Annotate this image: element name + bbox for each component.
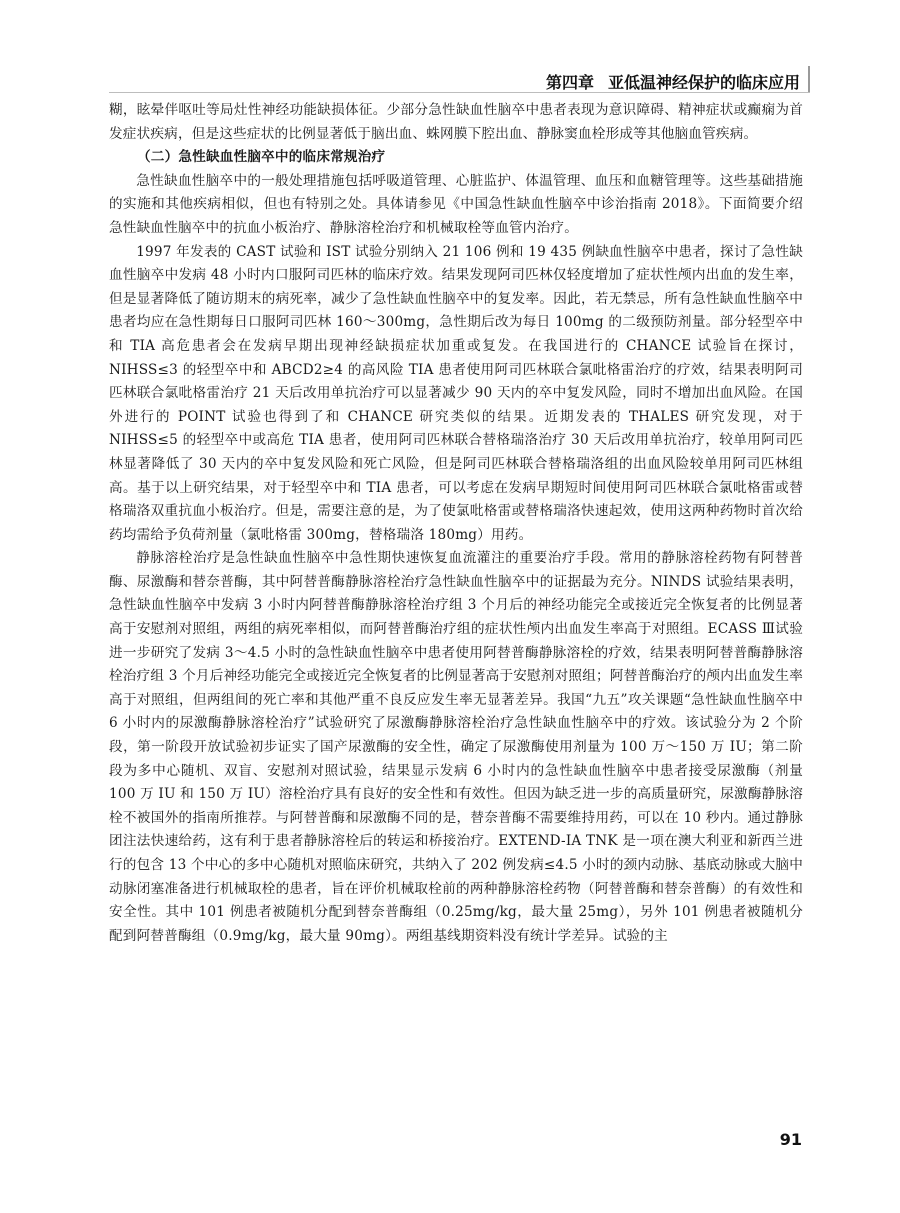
chapter-title: 亚低温神经保护的临床应用 [607, 72, 800, 92]
header-bar [808, 66, 810, 92]
header-rule [109, 92, 810, 93]
paragraph-thrombolysis: 静脉溶栓治疗是急性缺血性脑卒中急性期快速恢复血流灌注的重要治疗手段。常用的静脉溶栓药物有阿替普酶、尿激酶和替奈普酶，其中阿替普酶静脉溶栓治疗急性缺血性脑卒中的证据最为充分。NINDS 试验结果表明，急性缺血性脑卒中发病 3 小时内阿替普酶静脉溶栓治疗组 3 个月后的神经功能完全或接近完全恢复者的比例显著高于安慰剂对照组，两组的病死率相似，而阿替普酶治疗组的症状性颅内出血发生率高于对照组。ECASS Ⅲ试验进一步研究了发病 3～4.5 小时的急性缺血性脑卒中患者使用阿替普酶静脉溶栓的疗效，结果表明阿替普酶静脉溶栓治疗组 3 个月后神经功能完全或接近完全恢复者的比例显著高于安慰剂对照组；阿替普酶治疗的颅内出血发生率高于对照组，但两组间的死亡率和其他严重不良反应发生率无显著差异。我国“九五”攻关课题“急性缺血性脑卒中 6 小时内的尿激酶静脉溶栓治疗”试验研究了尿激酶静脉溶栓治疗急性缺血性脑卒中的疗效。该试验分为 2 个阶段，第一阶段开放试验初步证实了国产尿激酶的安全性，确定了尿激酶使用剂量为 100 万～150 万 IU；第二阶段为多中心随机、双盲、安慰剂对照试验，结果显示发病 6 小时内的急性缺血性脑卒中患者接受尿激酶（剂量 100 万 IU 和 150 万 IU）溶栓治疗具有良好的安全性和有效性。但因为缺乏进一步的高质量研究，尿激酶静脉溶栓不被国外的指南所推荐。与阿替普酶和尿激酶不同的是，替奈普酶不需要维持用药，可以在 10 秒内。通过静脉团注法快速给药，这有利于患者静脉溶栓后的转运和桥接治疗。EXTEND-IA TNK 是一项在澳大利亚和新西兰进行的包含 13 个中心的多中心随机对照临床研究，共纳入了 202 例发病≤4.5 小时的颈内动脉、基底动脉或大脑中动脉闭塞准备进行机械取栓的患者，旨在评价机械取栓前的两种静脉溶栓药物（阿替普酶和替奈普酶）的有效性和安全性。其中 101 例患者被随机分配到替奈普酶组（0.25mg/kg，最大量 25mg），另外 101 例患者被随机分配到阿替普酶组（0.9mg/kg，最大量 90mg）。两组基线期资料没有统计学差异。试验的主 [109, 550, 804, 944]
paragraph-continued: 糊，眩晕伴呕吐等局灶性神经功能缺损体征。少部分急性缺血性脑卒中患者表现为意识障碍、精神症状或癫痫为首发症状疾病，但是这些症状的比例显著低于脑出血、蛛网膜下腔出血、静脉窦血栓形成等其他脑血管疾病。 [109, 102, 803, 142]
paragraph-antiplatelet: 1997 年发表的 CAST 试验和 IST 试验分别纳入 21 106 例和 19 435 例缺血性脑卒中患者，探讨了急性缺血性脑卒中发病 48 小时内口服阿司匹林的临床疗效。结果发现阿司匹林仅轻度增加了症状性颅内出血的发生率，但是显著降低了随访期末的病死率，减少了急性缺血性脑卒中的复发率。因此，若无禁忌，所有急性缺血性脑卒中患者均应在急性期每日口服阿司匹林 160～300mg，急性期后改为每日 100mg 的二级预防剂量。部分轻型卒中和 TIA 高危患者会在发病早期出现神经缺损症状加重或复发。在我国进行的 CHANCE 试验旨在探讨，NIHSS≤3 的轻型卒中和 ABCD2≥4 的高风险 TIA 患者使用阿司匹林联合氯吡格雷治疗的疗效，结果表明阿司匹林联合氯吡格雷治疗 21 天后改用单抗治疗可以显著减少 90 天内的卒中复发风险，同时不增加出血风险。在国外进行的 POINT 试验也得到了和 CHANCE 研究类似的结果。近期发表的 THALES 研究发现，对于 NIHSS≤5 的轻型卒中或高危 TIA 患者，使用阿司匹林联合替格瑞洛治疗 30 天后改用单抗治疗，较单用阿司匹林显著降低了 30 天内的卒中复发风险和死亡风险，但是阿司匹林联合替格瑞洛组的出血风险较单用阿司匹林组高。基于以上研究结果，对于轻型卒中和 TIA 患者，可以考虑在发病早期短时间使用阿司匹林联合氯吡格雷或替格瑞洛双重抗血小板治疗。但是，需要注意的是，为了使氯吡格雷或替格瑞洛快速起效，使用这两种药物时首次给药均需给予负荷剂量（氯吡格雷 300mg，替格瑞洛 180mg）用药。 [109, 243, 803, 543]
section-heading: （二）急性缺血性脑卒中的临床常规治疗 [137, 149, 386, 166]
chapter-label: 第四章 [545, 72, 594, 92]
main-text [109, 99, 803, 948]
paragraph-general-treatment: 急性缺血性脑卒中的一般处理措施包括呼吸道管理、心脏监护、体温管理、血压和血糖管理等。这些基础措施的实施和其他疾病相似，但也有特别之处。具体请参见《中国急性缺血性脑卒中诊治指南 2018》。下面简要介绍急性缺血性脑卒中的抗血小板治疗、静脉溶栓治疗和机械取栓等血管内治疗。 [109, 172, 803, 236]
page-number: 91 [779, 1130, 802, 1149]
